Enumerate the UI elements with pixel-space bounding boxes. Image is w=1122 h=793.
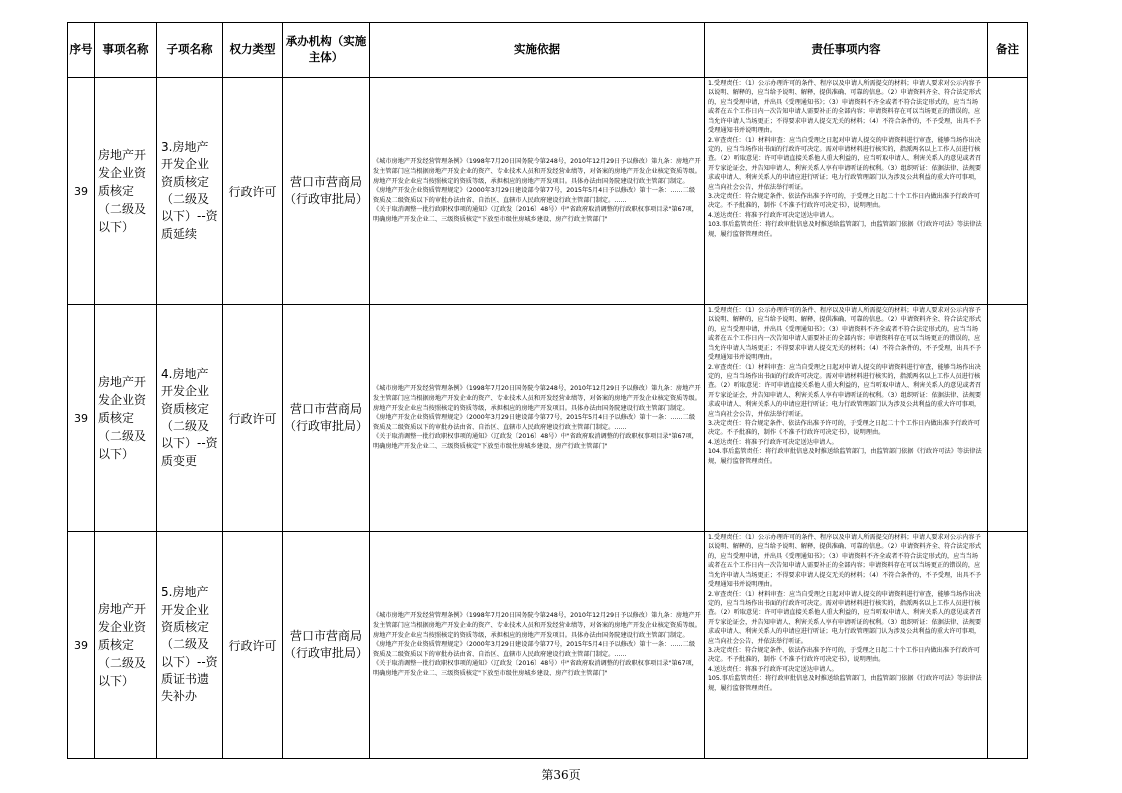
cell-sub-name: 5.房地产开发企业资质核定（二级及以下）--资质证书遗失补办 [157, 532, 223, 759]
basis-paragraph: 《关于取消调整一批行政职权事项的通知》（辽政发〔2016〕48号）中"省政府取消调整的行政职权事项目录"第67项，明确房地产开发企业二、三级资质核定"下放至市级住房城乡建设、房产行政主管部门" [373, 433, 698, 451]
basis-paragraph: 《城市房地产开发经营管理条例》（1998年7月20日国务院令第248号，2010年12月29日予以修改）第九条：房地产开发主管部门应当根据房地产开发企业的资产、专业技术人员和开发经营业绩等，对备案的房地产开发企业核定资质等级。房地产开发企业应当按照核定的资质等级，承担相应的房地产开发项目。具体办法由国务院建设行政主管部门制定。 [373, 385, 701, 412]
basis-paragraph: 《房地产开发企业资质管理规定》（2000年3月29日建设部令第77号，2015年5月4日予以修改）第十一条：……二级资质及二级资质以下的审批办法由省、自治区、直辖市人民政府建设行政主管部门制定。…… [373, 641, 696, 658]
header-row [68, 23, 1028, 78]
table-row [68, 305, 1028, 532]
responsibility-paragraph: 2.审查责任：（1）材料审查：应当自受理之日起对申请人提交的申请资料进行审查，能够当场作出决定的，应当当场作出书面的行政许可决定。需对申请材料进行核实的，指派两名以上工作人员进行核查。（2）听取意见：许可申请直接关系他人重大利益的，应当听取申请人、利害关系人的意见或者召开专家论证会，并告知申请人、利害关系人享有申请听证的权利。（3）组织听证：依据法律、法规要求或申请人、利害关系人的申请应进行听证；电力行政管理部门认为涉及公共利益的重大许可事项，应当向社会公告，并依法举行听证。 [708, 590, 982, 645]
cell-seq: 39 [68, 78, 95, 305]
header-remark: 备注 [988, 23, 1028, 78]
cell-sub-name: 4.房地产开发企业资质核定（二级及以下）--资质变更 [157, 305, 223, 532]
responsibility-paragraph: 1.受理责任：（1）公示办理许可的条件、程序以及申请人所需提交的材料；申请人要求对公示内容予以说明、解释的，应当给予说明、解释，提供准确、可靠的信息。（2）申请资料齐全、符合法定形式的，应当受理申请，并出具《受理通知书》；（3）申请资料不齐全或者不符合法定形式的，应当当场或者在五个工作日内一次告知申请人需要补正的全部内容；申请资料存在可以当场更正的错误的，应当允许申请人当场更正；不得要求申请人提交无关的材料；（4）不符合条件的，不予受理，出具不予受理通知书并说明理由。 [708, 80, 982, 135]
cell-item-name: 房地产开发企业资质核定（二级及以下） [95, 532, 157, 759]
responsibility-paragraph: 1.受理责任：（1）公示办理许可的条件、程序以及申请人所需提交的材料；申请人要求对公示内容予以说明、解释的，应当给予说明、解释，提供准确、可靠的信息。（2）申请资料齐全、符合法定形式的，应当受理申请，并出具《受理通知书》；（3）申请资料不齐全或者不符合法定形式的，应当当场或者在五个工作日内一次告知申请人需要补正的全部内容；申请资料存在可以当场更正的错误的，应当允许申请人当场更正；不得要求申请人提交无关的材料；（4）不符合条件的，不予受理，出具不予受理通知书并说明理由。 [708, 307, 982, 362]
cell-responsibility [705, 532, 988, 759]
responsibility-paragraph: 3.决定责任：符合规定条件、依法作出准予许可的，于受理之日起二十个工作日内做出准予行政许可决定。不予批准的，制作《不准予行政许可决定书》，说明理由。 [708, 193, 980, 210]
basis-paragraph: 《关于取消调整一批行政职权事项的通知》（辽政发〔2016〕48号）中"省政府取消调整的行政职权事项目录"第67项，明确房地产开发企业二、三级资质核定"下放至市级住房城乡建设、房产行政主管部门" [373, 206, 698, 224]
responsibility-paragraph: 3.决定责任：符合规定条件、依法作出准予许可的，于受理之日起二十个工作日内做出准予行政许可决定。不予批准的，制作《不准予行政许可决定书》，说明理由。 [708, 647, 980, 664]
responsibility-paragraph: 1.受理责任：（1）公示办理许可的条件、程序以及申请人所需提交的材料；申请人要求对公示内容予以说明、解释的，应当给予说明、解释，提供准确、可靠的信息。（2）申请资料齐全、符合法定形式的，应当受理申请，并出具《受理通知书》；（3）申请资料不齐全或者不符合法定形式的，应当当场或者在五个工作日内一次告知申请人需要补正的全部内容；申请资料存在可以当场更正的错误的，应当允许申请人当场更正；不得要求申请人提交无关的材料；（4）不符合条件的，不予受理，出具不予受理通知书并说明理由。 [708, 534, 982, 589]
basis-paragraph: 《关于取消调整一批行政职权事项的通知》（辽政发〔2016〕48号）中"省政府取消调整的行政职权事项目录"第67项，明确房地产开发企业二、三级资质核定"下放至市级住房城乡建设、房产行政主管部门" [373, 660, 698, 678]
cell-remark [988, 305, 1028, 532]
cell-seq: 39 [68, 305, 95, 532]
cell-basis [370, 532, 705, 759]
cell-power-type: 行政许可 [223, 532, 283, 759]
header-responsibility: 责任事项内容 [705, 23, 988, 78]
basis-paragraph: 《房地产开发企业资质管理规定》（2000年3月29日建设部令第77号，2015年5月4日予以修改）第十一条：……二级资质及二级资质以下的审批办法由省、自治区、直辖市人民政府建设行政主管部门制定。…… [373, 187, 696, 204]
header-item-name: 事项名称 [95, 23, 157, 78]
cell-remark [988, 78, 1028, 305]
header-basis: 实施依据 [370, 23, 705, 78]
header-power-type: 权力类型 [223, 23, 283, 78]
responsibility-paragraph: 3.决定责任：符合规定条件、依法作出准予许可的，于受理之日起二十个工作日内做出准予行政许可决定。不予批准的，制作《不准予行政许可决定书》，说明理由。 [708, 420, 980, 437]
basis-paragraph: 《城市房地产开发经营管理条例》（1998年7月20日国务院令第248号，2010年12月29日予以修改）第九条：房地产开发主管部门应当根据房地产开发企业的资产、专业技术人员和开发经营业绩等，对备案的房地产开发企业核定资质等级。房地产开发企业应当按照核定的资质等级，承担相应的房地产开发项目。具体办法由国务院建设行政主管部门制定。 [373, 612, 701, 639]
cell-item-name: 房地产开发企业资质核定（二级及以下） [95, 305, 157, 532]
responsibility-list-table [67, 22, 1028, 759]
cell-item-name: 房地产开发企业资质核定（二级及以下） [95, 78, 157, 305]
responsibility-paragraph: 2.审查责任：（1）材料审查：应当自受理之日起对申请人提交的申请资料进行审查，能够当场作出决定的，应当当场作出书面的行政许可决定。需对申请材料进行核实的，指派两名以上工作人员进行核查。（2）听取意见：许可申请直接关系他人重大利益的，应当听取申请人、利害关系人的意见或者召开专家论证会，并告知申请人、利害关系人享有申请听证的权利。（3）组织听证：依据法律、法规要求或申请人、利害关系人的申请应进行听证；电力行政管理部门认为涉及公共利益的重大许可事项，应当向社会公告，并依法举行听证。 [708, 363, 982, 418]
cell-power-type: 行政许可 [223, 78, 283, 305]
responsibility-paragraph: 4.送达责任：将准予行政许可决定送达申请人。 [708, 211, 838, 219]
table-row [68, 78, 1028, 305]
cell-org: 营口市营商局（行政审批局） [283, 532, 370, 759]
cell-power-type: 行政许可 [223, 305, 283, 532]
header-org: 承办机构（实施主体） [283, 23, 370, 78]
responsibility-paragraph: 105.事后监管责任：将行政审批信息及时推送给监管部门，由监管部门依据《行政许可法》等法律法规，履行监督管理责任。 [708, 675, 982, 692]
table-row [68, 532, 1028, 759]
cell-responsibility [705, 78, 988, 305]
cell-responsibility [705, 305, 988, 532]
cell-org: 营口市营商局（行政审批局） [283, 305, 370, 532]
basis-paragraph: 《房地产开发企业资质管理规定》（2000年3月29日建设部令第77号，2015年5月4日予以修改）第十一条：……二级资质及二级资质以下的审批办法由省、自治区、直辖市人民政府建设行政主管部门制定。…… [373, 414, 696, 431]
basis-paragraph: 《城市房地产开发经营管理条例》（1998年7月20日国务院令第248号，2010年12月29日予以修改）第九条：房地产开发主管部门应当根据房地产开发企业的资产、专业技术人员和开发经营业绩等，对备案的房地产开发企业核定资质等级。房地产开发企业应当按照核定的资质等级，承担相应的房地产开发项目。具体办法由国务院建设行政主管部门制定。 [373, 158, 701, 185]
responsibility-paragraph: 103.事后监管责任：将行政审批信息及时推送给监管部门，由监管部门依据《行政许可法》等法律法规，履行监督管理责任。 [708, 221, 982, 238]
header-sub-name: 子项名称 [157, 23, 223, 78]
page-number: 第36页 [541, 768, 581, 782]
responsibility-paragraph: 104.事后监管责任：将行政审批信息及时推送给监管部门，由监管部门依据《行政许可法》等法律法规，履行监督管理责任。 [708, 448, 982, 465]
cell-org: 营口市营商局（行政审批局） [283, 78, 370, 305]
responsibility-paragraph: 4.送达责任：将准予行政许可决定送达申请人。 [708, 665, 838, 673]
cell-basis [370, 78, 705, 305]
cell-sub-name: 3.房地产开发企业资质核定（二级及以下）--资质延续 [157, 78, 223, 305]
responsibility-paragraph: 4.送达责任：将准予行政许可决定送达申请人。 [708, 438, 838, 446]
cell-basis [370, 305, 705, 532]
header-seq: 序号 [68, 23, 95, 78]
cell-seq: 39 [68, 532, 95, 759]
responsibility-paragraph: 2.审查责任：（1）材料审查：应当自受理之日起对申请人提交的申请资料进行审查，能够当场作出决定的，应当当场作出书面的行政许可决定。需对申请材料进行核实的，指派两名以上工作人员进行核查。（2）听取意见：许可申请直接关系他人重大利益的，应当听取申请人、利害关系人的意见或者召开专家论证会，并告知申请人、利害关系人享有申请听证的权利。（3）组织听证：依据法律、法规要求或申请人、利害关系人的申请应进行听证；电力行政管理部门认为涉及公共利益的重大许可事项，应当向社会公告，并依法举行听证。 [708, 136, 982, 191]
cell-remark [988, 532, 1028, 759]
